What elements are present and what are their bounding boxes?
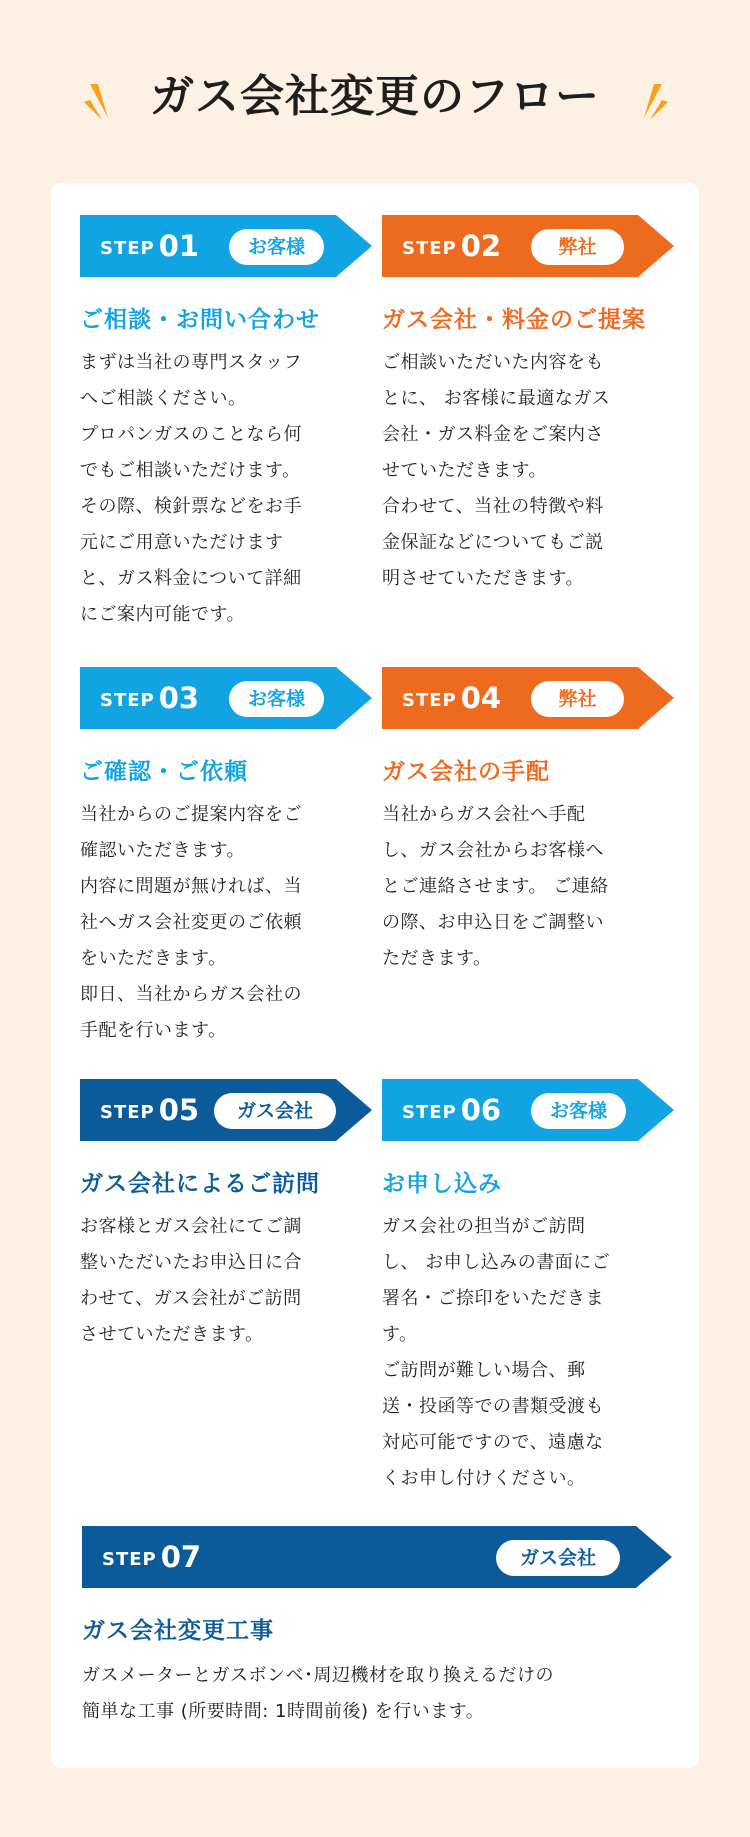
description-line: 社へガス会社変更のご依頼 [80,912,302,933]
right-spark-icon [628,80,668,124]
step-description [82,1658,672,1730]
step-banner [82,1526,672,1588]
step-number: 02 [460,229,502,263]
step-heading: ご確認・ご依頼 [80,759,248,785]
left-spark-icon [84,80,124,124]
actor-badge: ガス会社 [496,1540,620,1576]
actor-badge: お客様 [229,229,324,265]
step-05 [80,1079,372,1379]
step-number: 03 [158,681,200,715]
step-01 [80,215,372,625]
description-line: せていただきます。 [382,460,548,481]
step-06 [382,1079,674,1499]
description-line: し、 お申し込みの書面にご [382,1252,611,1273]
description-line: の際、お申込日をご調整い [382,912,604,933]
step-02 [382,215,674,615]
step-description [80,797,372,1049]
description-line: とご連絡させます。 ご連絡 [382,876,609,897]
description-line: 当社からガス会社へ手配 [382,804,586,825]
step-description [382,797,674,977]
description-line: 金保証などについてもご説 [382,532,604,553]
step-label [402,1093,501,1127]
flow-card [51,183,699,1768]
step-description [80,345,372,633]
step-word: STEP [100,1102,155,1123]
description-line: にご案内可能です。 [80,604,246,625]
description-line: し、ガス会社からお客様へ [382,840,604,861]
description-line: と、ガス料金について詳細 [80,568,302,589]
actor-badge: お客様 [229,681,324,717]
step-word: STEP [402,1102,457,1123]
description-line: 簡単な工事 (所要時間: 1時間前後) を行います。 [82,1701,485,1722]
actor-badge: 弊社 [531,229,624,265]
description-line: へご相談ください。 [80,388,247,409]
step-label [402,681,501,715]
description-line: その際、検針票などをお手 [80,496,302,517]
step-banner [382,1079,674,1141]
step-word: STEP [402,690,457,711]
step-number: 01 [158,229,200,263]
step-03 [80,667,372,1047]
description-line: 当社からのご提案内容をご [80,804,302,825]
step-heading: ガス会社によるご訪問 [80,1171,320,1197]
step-banner [382,667,674,729]
step-word: STEP [100,238,155,259]
step-heading: お申し込み [382,1171,502,1197]
description-line: 会社・ガス料金をご案内さ [382,424,604,445]
description-line: させていただきます。 [80,1324,264,1345]
description-line: 元にご用意いただけます [80,532,284,553]
actor-badge: ガス会社 [214,1093,336,1129]
description-line: をいただきます。 [80,948,227,969]
description-line: 整いただいたお申込日に合 [80,1252,302,1273]
step-word: STEP [402,238,457,259]
step-word: STEP [100,690,155,711]
step-label [402,229,501,263]
step-banner [80,215,372,277]
step-word: STEP [102,1549,157,1570]
step-heading: ガス会社の手配 [382,759,550,785]
step-number: 05 [158,1093,200,1127]
description-line: ただきます。 [382,948,492,969]
description-line: でもご相談いただけます。 [80,460,301,481]
description-line: 手配を行います。 [80,1020,227,1041]
step-description [382,345,674,597]
step-label [100,1093,199,1127]
description-line: 合わせて、当社の特徴や料 [382,496,604,517]
description-line: 署名・ご捺印をいただきま [382,1288,604,1309]
step-banner [80,1079,372,1141]
description-line: お客様とガス会社にてご調 [80,1216,302,1237]
description-line: ご訪問が難しい場合、郵 [382,1360,586,1381]
description-line: 明させていただきます。 [382,568,585,589]
step-number: 04 [460,681,502,715]
step-heading: ガス会社変更工事 [82,1618,274,1644]
step-number: 06 [460,1093,502,1127]
page-title: ガス会社変更のフロー [150,71,600,122]
description-line: 確認いただきます。 [80,840,246,861]
step-heading: ご相談・お問い合わせ [80,307,320,333]
step-number: 07 [160,1540,202,1574]
description-line: 対応可能ですので、遠慮な [382,1432,604,1453]
description-line: 内容に問題が無ければ、当 [80,876,302,897]
step-description [80,1209,372,1353]
description-line: す。 [382,1324,418,1345]
step-04 [382,667,674,1047]
step-label [102,1540,201,1574]
step-07 [82,1526,672,1746]
description-line: 送・投函等での書類受渡も [382,1396,604,1417]
description-line: プロパンガスのことなら何 [80,424,302,445]
description-line: くお申し付けください。 [382,1468,586,1489]
step-description [382,1209,674,1497]
description-line: まずは当社の専門スタッフ [80,352,302,373]
actor-badge: 弊社 [531,681,624,717]
actor-badge: お客様 [531,1093,626,1129]
description-line: ご相談いただいた内容をも [382,352,604,373]
step-label [100,229,199,263]
step-banner [80,667,372,729]
step-heading: ガス会社・料金のご提案 [382,307,646,333]
description-line: 即日、当社からガス会社の [80,984,302,1005]
description-line: とに、 お客様に最適なガス [382,388,611,409]
step-banner [382,215,674,277]
description-line: ガスメーターとガスボンベ･周辺機材を取り換えるだけの [82,1665,554,1686]
description-line: わせて、ガス会社がご訪問 [80,1288,302,1309]
description-line: ガス会社の担当がご訪問 [382,1216,586,1237]
step-label [100,681,199,715]
